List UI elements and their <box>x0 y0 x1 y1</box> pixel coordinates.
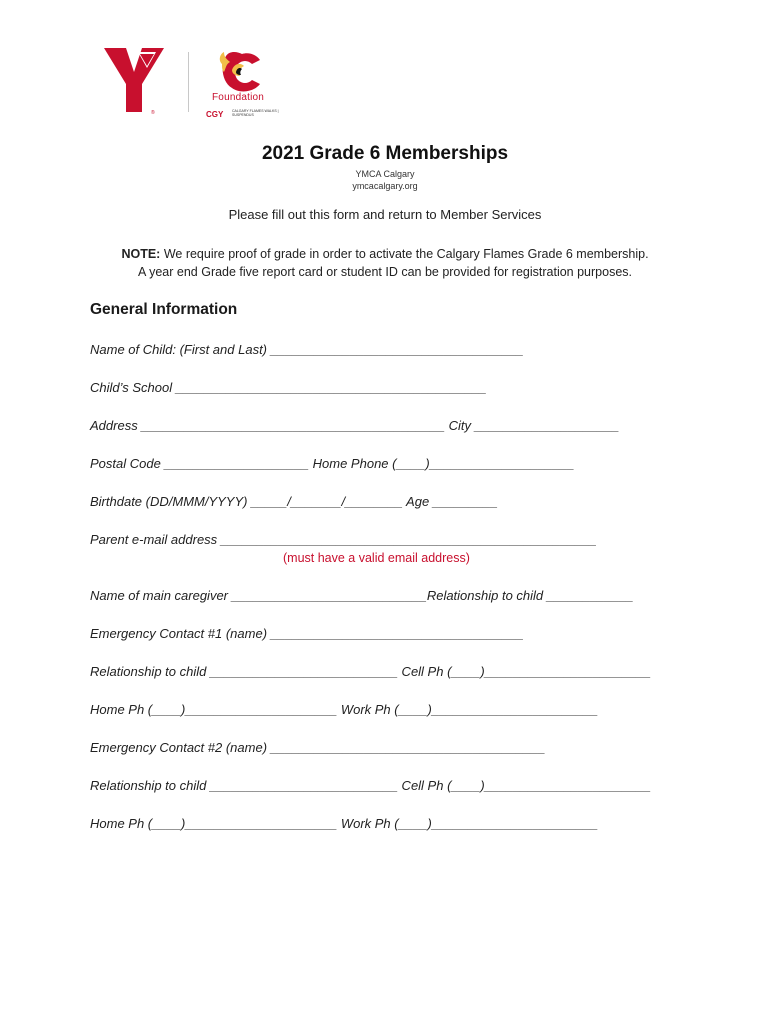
emergency-contact-1-phones-field[interactable]: Home Ph (____)_____________________ Work Ph (____)_______________________ <box>90 702 599 717</box>
emergency-contact-2-phones-field[interactable]: Home Ph (____)_____________________ Work Ph (____)_______________________ <box>90 816 599 831</box>
section-heading: General Information <box>90 301 238 318</box>
flames-c-logo-icon <box>216 50 264 92</box>
note-label: NOTE: <box>121 247 161 261</box>
emergency-contact-1-name-field[interactable]: Emergency Contact #1 (name) ___________________________________ <box>90 626 524 641</box>
email-hint: (must have a valid email address) <box>283 551 470 565</box>
logo-divider <box>188 52 189 112</box>
school-field[interactable]: Child’s School ___________________________________________ <box>90 380 487 395</box>
caregiver-field[interactable]: Name of main caregiver ___________________________Relationship to child ____________ <box>90 588 634 603</box>
cgy-label: CGY <box>206 110 224 119</box>
child-name-field[interactable]: Name of Child: (First and Last) ___________________________________ <box>90 342 524 357</box>
registered-mark: ® <box>151 110 155 116</box>
emergency-contact-2-relationship-field[interactable]: Relationship to child __________________________ Cell Ph (____)_______________________ <box>90 778 651 793</box>
organization-name: YMCA Calgary <box>355 169 415 179</box>
emergency-contact-2-name-field[interactable]: Emergency Contact #2 (name) ______________________________________ <box>90 740 546 755</box>
address-city-field[interactable]: Address __________________________________________ City ____________________ <box>90 418 620 433</box>
note-text: We require proof of grade in order to activate the Calgary Flames Grade 6 membership. <box>160 247 649 261</box>
form-instruction: Please fill out this form and return to Member Services <box>228 207 542 222</box>
parent-email-field[interactable]: Parent e-mail address ____________________________________________________ <box>90 532 597 547</box>
note-line-1 <box>0 245 770 263</box>
note-line-2: A year end Grade five report card or student ID can be provided for registration purposes. <box>137 265 633 279</box>
postal-phone-field[interactable]: Postal Code ____________________ Home Phone (____)____________________ <box>90 456 575 471</box>
logo-bar <box>104 44 304 124</box>
flames-foundation-label: Foundation <box>212 92 265 103</box>
cgy-sub-label: CALGARY FLAMES WALKS | SUSPENDUS <box>232 109 279 117</box>
emergency-contact-1-relationship-field[interactable]: Relationship to child __________________________ Cell Ph (____)_______________________ <box>90 664 651 679</box>
organization-url: ymcacalgary.org <box>352 181 418 191</box>
birthdate-age-field[interactable]: Birthdate (DD/MMM/YYYY) _____/_______/________ Age _________ <box>90 494 498 509</box>
note-block <box>0 245 770 281</box>
page-title: 2021 Grade 6 Memberships <box>261 143 509 164</box>
ymca-logo-icon <box>104 48 164 112</box>
